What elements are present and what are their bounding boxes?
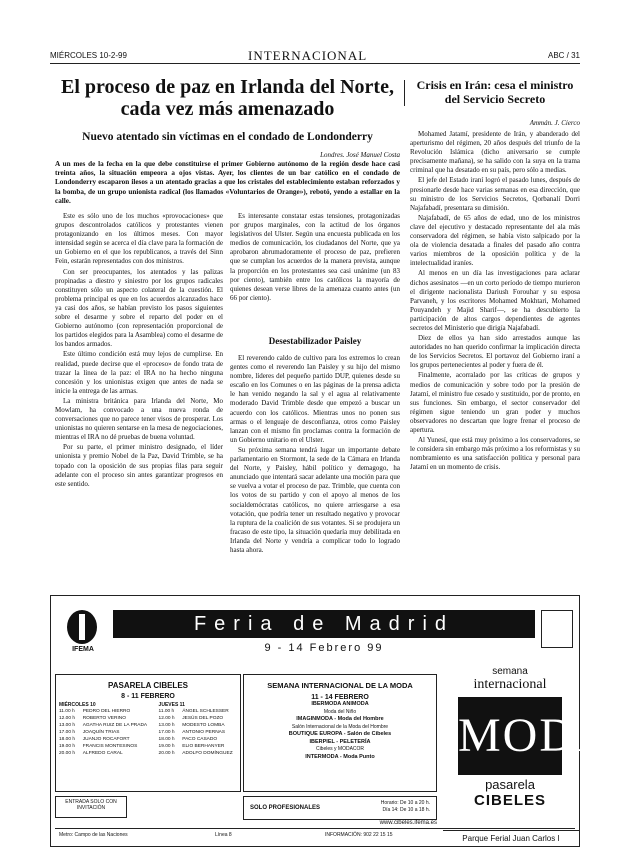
designer-cell: ADOLFO DOMÍNGUEZ: [182, 751, 233, 756]
table-row: [56, 715, 240, 722]
paragraph: Diez de ellos ya han sido arrestados aunque las autoridades no han querido confirmar la implicación directa de los Servicios Secretos. El portavoz del Gobierno iraní a los grupos pertenecientes al poder y fuera de él.: [410, 334, 580, 370]
time-cell: 11.00 h: [59, 709, 75, 714]
ad-website: www.cibeles.ifema.es: [379, 820, 437, 826]
designer-cell: FRANCIS MONTESINOS: [82, 744, 138, 749]
footer-line: Línea 8: [215, 832, 232, 838]
main-article-title: El proceso de paz en Irlanda del Norte, cada vez más amenazado: [61, 76, 394, 120]
paragraph: La ministra británica para Irlanda del Norte, Mo Mowlam, ha convocado a una nueva ronda de conversaciones que no parece tener visos de prosperar. Los unionistas no quieren sentarse en la mesa de negociaciones, mientras el IRA no dé pruebas de buena voluntad.: [55, 396, 223, 442]
semana-line: INTERMODA - Moda Punto: [305, 753, 375, 760]
semana-moda-box: [243, 674, 437, 792]
semana-line: IBERPIEL - PELETERÍA: [309, 738, 371, 745]
semana-line: Moda del Niño: [323, 708, 357, 715]
pasarela-entry-note: ENTRADA SOLO CON INVITACIÓN: [55, 796, 127, 818]
designer-cell: AGATHA RUIZ DE LA PRADA: [82, 723, 148, 728]
moda-logo-cibeles: CIBELES: [473, 792, 546, 809]
parque-ferial-label: Parque Ferial Juan Carlos I: [443, 830, 579, 846]
ifema-label: IFEMA: [72, 646, 94, 653]
paragraph: Este es sólo uno de los muchos «provocaciones» que grupos descontrolados católicos y protestantes vienen protagonizando en los últimos meses. Con mayor intensidad según se acerca el día clave para la formación de un Gobierno en el que los republicanos, a través del Sinn Fein, estarán representados con dos ministros.: [55, 212, 223, 266]
schedule-header-left: MIÉRCOLES 10: [59, 702, 96, 708]
header-publication: ABC / 31: [547, 51, 580, 60]
designer-cell: JESÚS DEL POZO: [182, 716, 224, 721]
designer-cell: MODESTO LOMBA: [182, 723, 225, 728]
moda-logo-pasarela: pasarela: [485, 777, 535, 792]
semana-title: SEMANA INTERNACIONAL DE LA MODA: [267, 681, 413, 690]
semana-line: IMAGINMODA - Moda del Hombre: [296, 716, 384, 722]
designer-cell: ELIO BERHANYER: [182, 744, 225, 749]
header-section: INTERNACIONAL: [248, 48, 368, 63]
designer-cell: JUANJO ROCAFORT: [82, 737, 130, 742]
solo-profesionales-label: SOLO PROFESIONALES: [250, 805, 321, 811]
main-article-subhead: Desestabilizador Paisley: [268, 336, 362, 346]
table-row: [56, 750, 240, 757]
moda-logo-semana: semana: [492, 666, 528, 677]
table-row: [56, 722, 240, 729]
paragraph: El jefe del Estado iraní logró el pasado lunes, después de presionarle desde hace varias semanas en esa dirección, que su ministro de los Servicios Secretos, Qorbanalí Dorri Najafabadí, presentara su dimisión.: [410, 176, 580, 212]
table-row: [56, 729, 240, 736]
pasarela-schedule-table: [56, 702, 240, 757]
moda-logo-internacional: internacional: [473, 677, 547, 692]
time-cell: 17.00 h: [158, 730, 175, 735]
opening-hours: [381, 800, 430, 814]
time-cell: 18.00 h: [59, 737, 76, 742]
time-cell: 11.00 h: [158, 709, 175, 714]
table-row: [56, 743, 240, 750]
header-date: MIÉRCOLES 10-2-99: [50, 51, 127, 60]
paragraph: Al Yunesí, que está muy próximo a los conservadores, se le considera sin embargo más próximo a los reformistas y su nombramiento es una satisfacción política y personal para Jatamí en un momento de crisis.: [410, 436, 580, 472]
hours-line: Día 14: De 10 a 18 h.: [382, 807, 430, 813]
paragraph: Al menos en un día las investigaciones para aclarar dichos asesinatos —en un corto período de tiempo murieron el dirigente nacionalista Dariush Forouhar y su esposa Parvaneh, y los escritores Mohamed Mokhtari, Mohamed Pouyandeh y Majid Sharif—, se ha descubierto la participación de altos cargos dependientes de agentes secretos del Ministerio que dirigía Najafabadí.: [410, 269, 580, 332]
paragraph: Es interesante constatar estas tensiones, protagonizadas por grupos marginales, con la actitud de los órganos legislativos del Ulster. Según una encuesta publicada en los medios de comunicación, los ciudadanos del Norte, que ya aprobaron abrumadoramente el proceso de paz, prefieren que se cumplan los acuerdos de la manera prevista, aunque la proporción en los protestantes sea casi unánime (un 83 por ciento), también entre los católicos la mayoría de quienes desean verse libres de la amenaza cuanto antes (un 66 por ciento).: [230, 212, 400, 302]
pasarela-schedule-box: [55, 674, 241, 792]
main-article-lead: A un mes de la fecha en la que debe constituirse el primer Gobierno autónomo de la región desde hace casi treinta años, la situación empeora a ojos vistas. Ayer, los clientes de un bar católico en el condado de Londonderry escaparon ilesos a un atentado gracias a que los cristales del establecimiento estaban reforzados y la bomba, de un grupo unionista radical (los llamados «Voluntarios de Orange»), rebotó, yendo a estallar en la calle.: [55, 160, 400, 205]
main-article-column-2: [230, 212, 400, 328]
designer-cell: ALFREDO CARAL: [82, 751, 123, 756]
paragraph: Mohamed Jatamí, presidente de Irán, y abanderado del aperturismo del régimen, 20 años después del triunfo de la Revolución Islámica (dicho aniversario se cumple precisamente mañana), se ha salido con la suya en la trama criminal que ha desatado en su país, pero sólo a medias.: [410, 130, 580, 175]
paragraph: Este último condición está muy lejos de cumplirse. En realidad, puede decirse que el «proceso» de fondo trata de trazar la línea de la paz: el IRA no ha hecho ninguna concesión y los unionistas exigen que antes de nada se inicie la entrega de las armas.: [55, 350, 223, 395]
column-divider: [404, 80, 405, 106]
time-cell: 19.00 h: [158, 744, 175, 749]
designer-cell: ÁNGEL SCHLESSER: [182, 709, 229, 714]
table-row: [56, 708, 240, 715]
ifema-logo-icon: [67, 610, 97, 644]
designer-cell: ANTONIO PERNAS: [182, 730, 226, 735]
side-article-byline: Ammán. J. Cierco: [529, 119, 580, 127]
semana-line: IBERMODA ANIMODA: [311, 701, 369, 707]
pasarela-title: PASARELA CIBELES: [107, 681, 188, 690]
designer-cell: ROBERTO VERINO: [82, 716, 126, 721]
time-cell: 13.00 h: [158, 723, 175, 728]
time-cell: 12.00 h: [158, 716, 175, 721]
ifema-logo: [57, 610, 109, 658]
time-cell: 12.00 h: [59, 716, 76, 721]
hours-line: Horario: De 10 a 20 h.: [380, 800, 430, 806]
paragraph: Finalmente, acorralado por las críticas de grupos y medios de comunicación y sobre todo por la presión de Jatamí, el ministro fue cesado y sustituido, por de pronto, en sus funciones. Sin embargo, el sector conservador del régimen sigue teniendo un gran poder y muchos observadores no descartan que logre frenar el proceso de apertura.: [410, 371, 580, 434]
semana-moda-logo: [443, 652, 613, 822]
time-cell: 17.00 h: [59, 730, 76, 735]
paragraph: Najafabadí, de 65 años de edad, uno de los ministros clave del ejecutivo y destacado representante del ala más conservadora del régimen, se había visto salpicado por la ola de violencia desatada a finales del pasado año contra varios miembros de la oposición política y de la intelectualidad iraníes.: [410, 213, 580, 268]
main-article-subtitle: Nuevo atentado sin víctimas en el condado de Londonderry: [82, 131, 373, 143]
time-cell: 20.00 h: [158, 751, 175, 756]
schedule-header-right: JUEVES 11: [158, 702, 185, 708]
time-cell: 18.00 h: [158, 737, 175, 742]
feria-madrid-advertisement: [50, 595, 613, 847]
designer-cell: JOAQUÍN TRIAS: [82, 730, 120, 735]
designer-cell: PEDRO DEL HIERRO: [82, 709, 131, 714]
time-cell: 13.00 h: [59, 723, 76, 728]
pasarela-dates: 8 - 11 FEBRERO: [121, 693, 175, 700]
main-article-column-1: [55, 212, 223, 586]
footer-metro: Metro: Campo de las Naciones: [59, 832, 128, 838]
page-header: [50, 48, 580, 64]
time-cell: 19.00 h: [59, 744, 76, 749]
footer-info: INFORMACIÓN: 902 22 15 15: [325, 832, 393, 838]
semana-line: Salón Internacional de la Moda del Hombre: [291, 723, 389, 730]
semana-line: BOUTIQUE EUROPA - Salón de Cibeles: [288, 731, 392, 737]
side-article-column: [410, 130, 580, 586]
feria-dates: 9 - 14 Febrero 99: [264, 642, 384, 654]
main-article-column-2-continued: [230, 354, 400, 586]
corner-box: [541, 610, 573, 648]
time-cell: 20.00 h: [59, 751, 76, 756]
main-article-byline: Londres. José Manuel Costa: [320, 151, 400, 159]
paragraph: Con ser preocupantes, los atentados y las palizas propinadas a diestro y siniestro por los grupos radicales constituyen sólo un aspecto colateral de la cuestión. El problema principal es que en los acuerdos alcanzados hace ya casi dos años, se habían previsto los pasos siguientes sobre el desarme y sobre el reparto del poder en el Gobierno autónomo (con representación proporcional de los partidos elegidos para la Asamblea) como el desarme de los bandos armados.: [55, 267, 223, 349]
semana-hours-box: [243, 796, 437, 820]
designer-cell: PACO CASADO: [182, 737, 218, 742]
moda-logo-mark: MODA: [458, 697, 562, 775]
paragraph: El reverendo caldo de cultivo para los extremos lo crean gentes como el reverendo Ian Paisley y su hijo del mismo nombre, líderes del pequeño partido DUP, quienes desde su escaño en los Comunes o en las páginas de la prensa adicta le han venido negando la sal y el agua al relativamente moderado David Trimble desde que empezó a buscar un acuerdo con los católicos. Mientras unos no ponen sus armas o el lenguaje de desconfianza, otros como Paisley lanzan con el mismo fin proclamas contra la formación de un Gobierno unitario en el Ulster.: [230, 354, 400, 444]
semana-dates: 11 - 14 FEBRERO: [311, 694, 369, 701]
feria-title: Feria de Madrid: [113, 610, 535, 638]
paragraph: Por su parte, el primer ministro designado, el líder unionista y premio Nobel de la Paz, David Trimble, se ha topado con la oposición de sus propias filas para seguir adelante con el proceso sin antes garantizar progresos en este sentido.: [55, 443, 223, 488]
table-row: [56, 736, 240, 743]
paragraph: Su próxima semana tendrá lugar un importante debate parlamentario en Stormont, la sede de la Cámara en Irlanda del Norte, y Paisley, hábil político y demagogo, ha anunciado que intentará sacar adelante una moción para que se vuelva a votar el proceso de paz. Trimble, que cuenta con los votos de su partido y con el apoyo al menos de los socialdemócratas católicos, no quiere arriesgarse a esa votación, que podría tener un resultado negativo y provocar la ruptura de la coalición de sus votantes. Si se produjera un fracaso de este tipo, la situación quedaría muy debilitada en Irlanda del Norte y vendría a complicar todo lo logrado hasta ahora.: [230, 445, 400, 554]
semana-line: Cibeles y MODACOR: [315, 746, 365, 752]
side-article-title: Crisis en Irán: cesa el ministro del Servicio Secreto: [416, 78, 574, 106]
